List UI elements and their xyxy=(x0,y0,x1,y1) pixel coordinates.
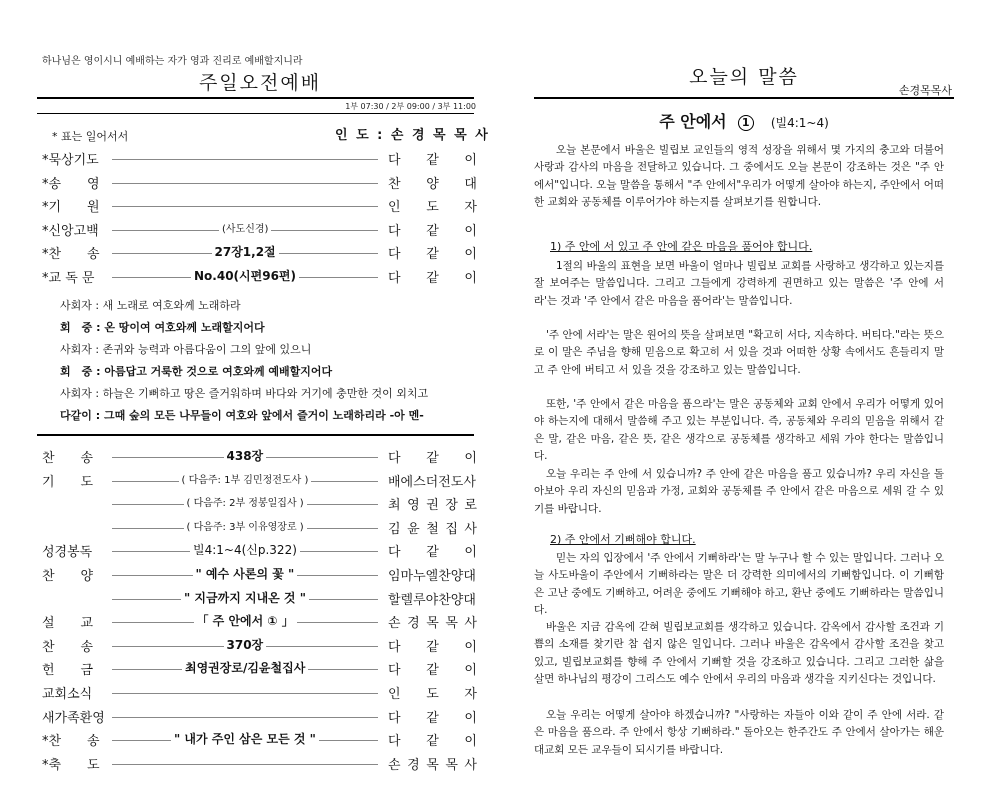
order-detail: 438장 xyxy=(224,447,267,464)
order-person: 인 도 자 xyxy=(388,687,478,702)
speaker-label: 회 중 xyxy=(60,321,93,334)
order-detail: " 지금까지 지내온 것 " xyxy=(181,589,309,606)
order-label: *찬 송 xyxy=(42,734,100,750)
order-row xyxy=(42,541,476,561)
responsive-text: 새 노래로 여호와께 노래하라 xyxy=(102,299,241,312)
responsive-text: 온 땅이여 여호와께 노래할지어다 xyxy=(104,321,265,334)
paragraph: '주 안에 서라'는 말은 원어의 뜻을 살펴보면 "확고히 서다, 지속하다. 버티다."라는 뜻으로 이 말은 주님을 향해 믿음으로 확고히 서 있을 것과 어떠한 상황 속에서도 흔들리지 말고 주 안에 버티고 서 있을 것을 강조하고 있는 말씀입니다. xyxy=(534,329,944,376)
order-row xyxy=(42,243,476,263)
order-label: 기 도 xyxy=(42,474,94,490)
sermon-page xyxy=(496,0,992,805)
order-label: *신앙고백 xyxy=(42,223,99,239)
sermon-page-title: 오늘의 말씀 xyxy=(689,66,799,88)
order-label: 찬 송 xyxy=(42,639,94,655)
order-row xyxy=(42,471,476,491)
order-person: 다 같 이 xyxy=(388,270,478,286)
order-row xyxy=(42,447,476,467)
divider xyxy=(37,113,474,114)
order-detail: " 내가 주인 삼은 모든 것 " xyxy=(171,730,319,747)
divider xyxy=(534,97,954,99)
sermon-reference: (빌4:1~4) xyxy=(770,116,829,130)
order-label: *묵상기도 xyxy=(42,153,99,168)
paragraph: 믿는 자의 입장에서 '주 안에서 기뻐하라'는 말 누구나 할 수 있는 말입니다. 그러나 오늘 사도바울이 주안에서 기뻐하라는 말은 더 강력한 의미에서의 기뻐함입니다. 이 기뻐함은 고난 중에도 기뻐하고, 어려운 중에도 기뻐해야 하고, 환난 중에도 기뻐하라는 말씀입니다. xyxy=(534,552,944,616)
order-person: 할렐루야찬양대 xyxy=(388,592,476,608)
order-row xyxy=(42,659,476,679)
responsive-line: 회 중 : 아름답고 거룩한 것으로 여호와께 예배할지어다 xyxy=(60,365,333,378)
order-person: 손 경 목 목 사 xyxy=(388,616,478,632)
paragraph: 또한, '주 안에서 같은 마음을 품으라'는 말은 공동체와 교회 안에서 우리가 어떻게 있어야 하는지에 대해서 말씀해 주고 있는 부분입니다. 즉, 공동체와 우리의 믿음을 위해서 같은 말, 같은 마음, 같은 뜻, 같은 생각으로 공동체를 생각하고 세워 가야 한다는 말씀입니다. xyxy=(534,398,944,462)
paragraph: 오늘 우리는 어떻게 살아야 하겠습니까? "사랑하는 자들아 이와 같이 주 안에 서라. 같은 마음을 품으라. 주 안에서 항상 기뻐하라." 돌아오는 한주간도 주 안에서 살아가는 해운대교회 모든 교우들이 되시기를 바랍니다. xyxy=(534,709,944,756)
order-row xyxy=(42,636,476,656)
order-person: 임마누엘찬양대 xyxy=(388,569,476,584)
subheading: 1) 주 안에 서 있고 주 안에 같은 마음을 품어야 합니다. xyxy=(550,240,813,253)
order-detail: 370장 xyxy=(224,636,267,653)
page-title: 주일오전예배 xyxy=(198,72,322,94)
leader-line xyxy=(112,764,378,765)
order-row xyxy=(42,494,476,514)
responsive-line: 다같이 : 그때 숲의 모든 나무들이 여호와 앞에서 즐거이 노래하리라 -아 멘- xyxy=(60,409,424,422)
order-row xyxy=(42,730,476,750)
order-detail: 빌4:1~4(신p.322) xyxy=(190,541,300,558)
leader-line xyxy=(112,206,378,207)
order-row xyxy=(42,220,476,240)
responsive-line: 회 중 : 온 땅이여 여호와께 노래할지어다 xyxy=(60,321,265,334)
leader-line xyxy=(112,693,378,694)
order-person: 다 같 이 xyxy=(388,451,478,466)
paragraph: 바울은 지금 감옥에 갇혀 빌립보교회를 생각하고 있습니다. 감옥에서 감사할 조건과 기쁨의 소재를 찾기란 참 쉽지 않은 일입니다. 그러나 바울은 감옥에서 감사할 조건을 찾고 있고, 빌립보교회를 향해 주 안에서 기뻐할 것을 강조하고 있습니다. 그리고 그러한 삶을 살면 하나님의 평강이 그리스도 예수 안에서 우리의 마음과 생각을 지키신다는 것입니다. xyxy=(534,621,944,685)
order-person: 다 같 이 xyxy=(388,663,478,679)
order-person: 다 같 이 xyxy=(388,734,478,750)
divider xyxy=(37,97,474,99)
order-row xyxy=(42,565,476,585)
order-person: 최 영 권 장 로 xyxy=(388,498,478,514)
order-label: 설 교 xyxy=(42,616,94,632)
order-label: 성경봉독 xyxy=(42,545,93,561)
order-detail: 27장1,2절 xyxy=(212,243,279,260)
order-label: 헌 금 xyxy=(42,663,94,679)
sermon-title: 주 안에서 xyxy=(659,112,727,131)
order-person: 인 도 자 xyxy=(388,200,478,215)
order-label: *찬 송 xyxy=(42,247,100,262)
order-detail: ( 다음주: 2부 정봉일집사 ) xyxy=(184,494,307,509)
order-label: *송 영 xyxy=(42,176,100,192)
paragraph: 1절의 바울의 표현을 보면 바울이 얼마나 빌립보 교회를 사랑하고 생각하고 있는지를 잘 보여주는 말씀입니다. 그리고 그들에게 강력하게 권면하고 있는 말씀은 '주 안에 서라'는 것과 '주 안에서 같은 마음을 품어라'는 말씀입니다. xyxy=(534,260,944,307)
speaker-label: 사회자 xyxy=(60,299,92,312)
order-row xyxy=(42,683,476,703)
order-detail: (사도신경) xyxy=(219,220,271,235)
service-times: 1부 07:30 / 2부 09:00 / 3부 11:00 xyxy=(345,102,476,111)
responsive-text: 존귀와 능력과 아름다움이 그의 앞에 있으니 xyxy=(102,343,312,356)
order-detail: ( 다음주: 3부 이유영장로 ) xyxy=(184,518,307,533)
order-row xyxy=(42,196,476,216)
divider xyxy=(37,434,474,436)
paragraph: 오늘 우리는 주 안에 서 있습니까? 주 안에 같은 마음을 품고 있습니까? 우리 자신을 돌아보아 우리 자신의 믿음과 가정, 교회와 공동체를 주 안에서 같은 마음으로 세워 갈 수 있기를 바랍니다. xyxy=(534,468,944,515)
speaker-label: 사회자 xyxy=(60,343,92,356)
order-label: *교 독 문 xyxy=(42,270,95,286)
order-row xyxy=(42,589,476,609)
order-person: 다 같 이 xyxy=(388,153,478,168)
order-detail: " 예수 사론의 꽃 " xyxy=(193,565,298,582)
speaker-label: 사회자 xyxy=(60,387,92,400)
leader-line xyxy=(112,159,378,160)
order-label: 찬 송 xyxy=(42,451,94,466)
order-person: 찬 양 대 xyxy=(388,176,478,192)
speaker-label: 회 중 xyxy=(60,365,93,378)
order-label: *기 원 xyxy=(42,200,100,215)
order-person: 손 경 목 목 사 xyxy=(388,757,478,773)
order-detail: 최영권장로/김윤철집사 xyxy=(182,659,308,676)
order-detail: No.40(시편96편) xyxy=(191,267,299,284)
sermon-heading xyxy=(496,109,992,132)
order-person: 다 같 이 xyxy=(388,710,478,726)
leader-line xyxy=(112,717,378,718)
leader-line xyxy=(112,183,378,184)
order-person: 배에스더전도사 xyxy=(388,474,476,490)
order-row xyxy=(42,518,476,538)
order-row xyxy=(42,267,476,287)
motto-verse: 하나님은 영이시니 예배하는 자가 영과 진리로 예배할지니라 xyxy=(42,56,303,67)
speaker-label: 다같이 xyxy=(60,409,92,422)
pastor-name: 손경목목사 xyxy=(898,84,952,97)
responsive-text: 그때 숲의 모든 나무들이 여호와 앞에서 즐거이 노래하리라 -아 멘- xyxy=(103,409,424,422)
order-row xyxy=(42,754,476,774)
order-person: 다 같 이 xyxy=(388,545,478,561)
order-label: 교회소식 xyxy=(42,687,93,702)
order-row xyxy=(42,149,476,169)
standing-note: * 표는 일어서서 xyxy=(52,130,129,143)
order-detail: ( 다음주: 1부 김민정전도사 ) xyxy=(179,471,312,486)
sermon-number: 1 xyxy=(738,115,754,131)
order-label: 찬 양 xyxy=(42,569,94,584)
order-row xyxy=(42,612,476,632)
order-row xyxy=(42,707,476,727)
responsive-line: 사회자 : 하늘은 기뻐하고 땅은 즐거워하며 바다와 거기에 충만한 것이 외치고 xyxy=(60,387,429,400)
leader-label: 인 도 : 손 경 목 목 사 xyxy=(335,128,490,143)
responsive-line: 사회자 : 새 노래로 여호와께 노래하라 xyxy=(60,299,241,312)
order-person: 다 같 이 xyxy=(388,223,478,239)
responsive-line: 사회자 : 존귀와 능력과 아름다움이 그의 앞에 있으니 xyxy=(60,343,312,356)
order-row xyxy=(42,173,476,193)
order-label: *축 도 xyxy=(42,757,100,773)
order-detail: 「 주 안에서 ① 」 xyxy=(194,612,297,629)
responsive-text: 하늘은 기뻐하고 땅은 즐거워하며 바다와 거기에 충만한 것이 외치고 xyxy=(102,387,429,400)
subheading: 2) 주 안에서 기뻐해야 합니다. xyxy=(550,533,696,546)
paragraph: 오늘 본문에서 바울은 빌립보 교인들의 영적 성장을 위해서 몇 가지의 충고와 더불어 사랑과 감사의 마음을 전달하고 있습니다. 그 중에서도 오늘 본문이 강조하는 것은 "주 안에서"입니다. 오늘 말씀을 통해서 "주 안에서"우리가 어떻게 살아야 하는지, 주안에서 어떠한 교회와 공동체를 이루어가야 하는지를 살펴보기를 원합니다. xyxy=(534,144,944,208)
order-person: 김 윤 철 집 사 xyxy=(388,521,478,537)
order-person: 다 같 이 xyxy=(388,639,478,655)
responsive-text: 아름답고 거룩한 것으로 여호와께 예배할지어다 xyxy=(104,365,333,378)
order-label: 새가족환영 xyxy=(42,710,105,726)
order-person: 다 같 이 xyxy=(388,247,478,262)
